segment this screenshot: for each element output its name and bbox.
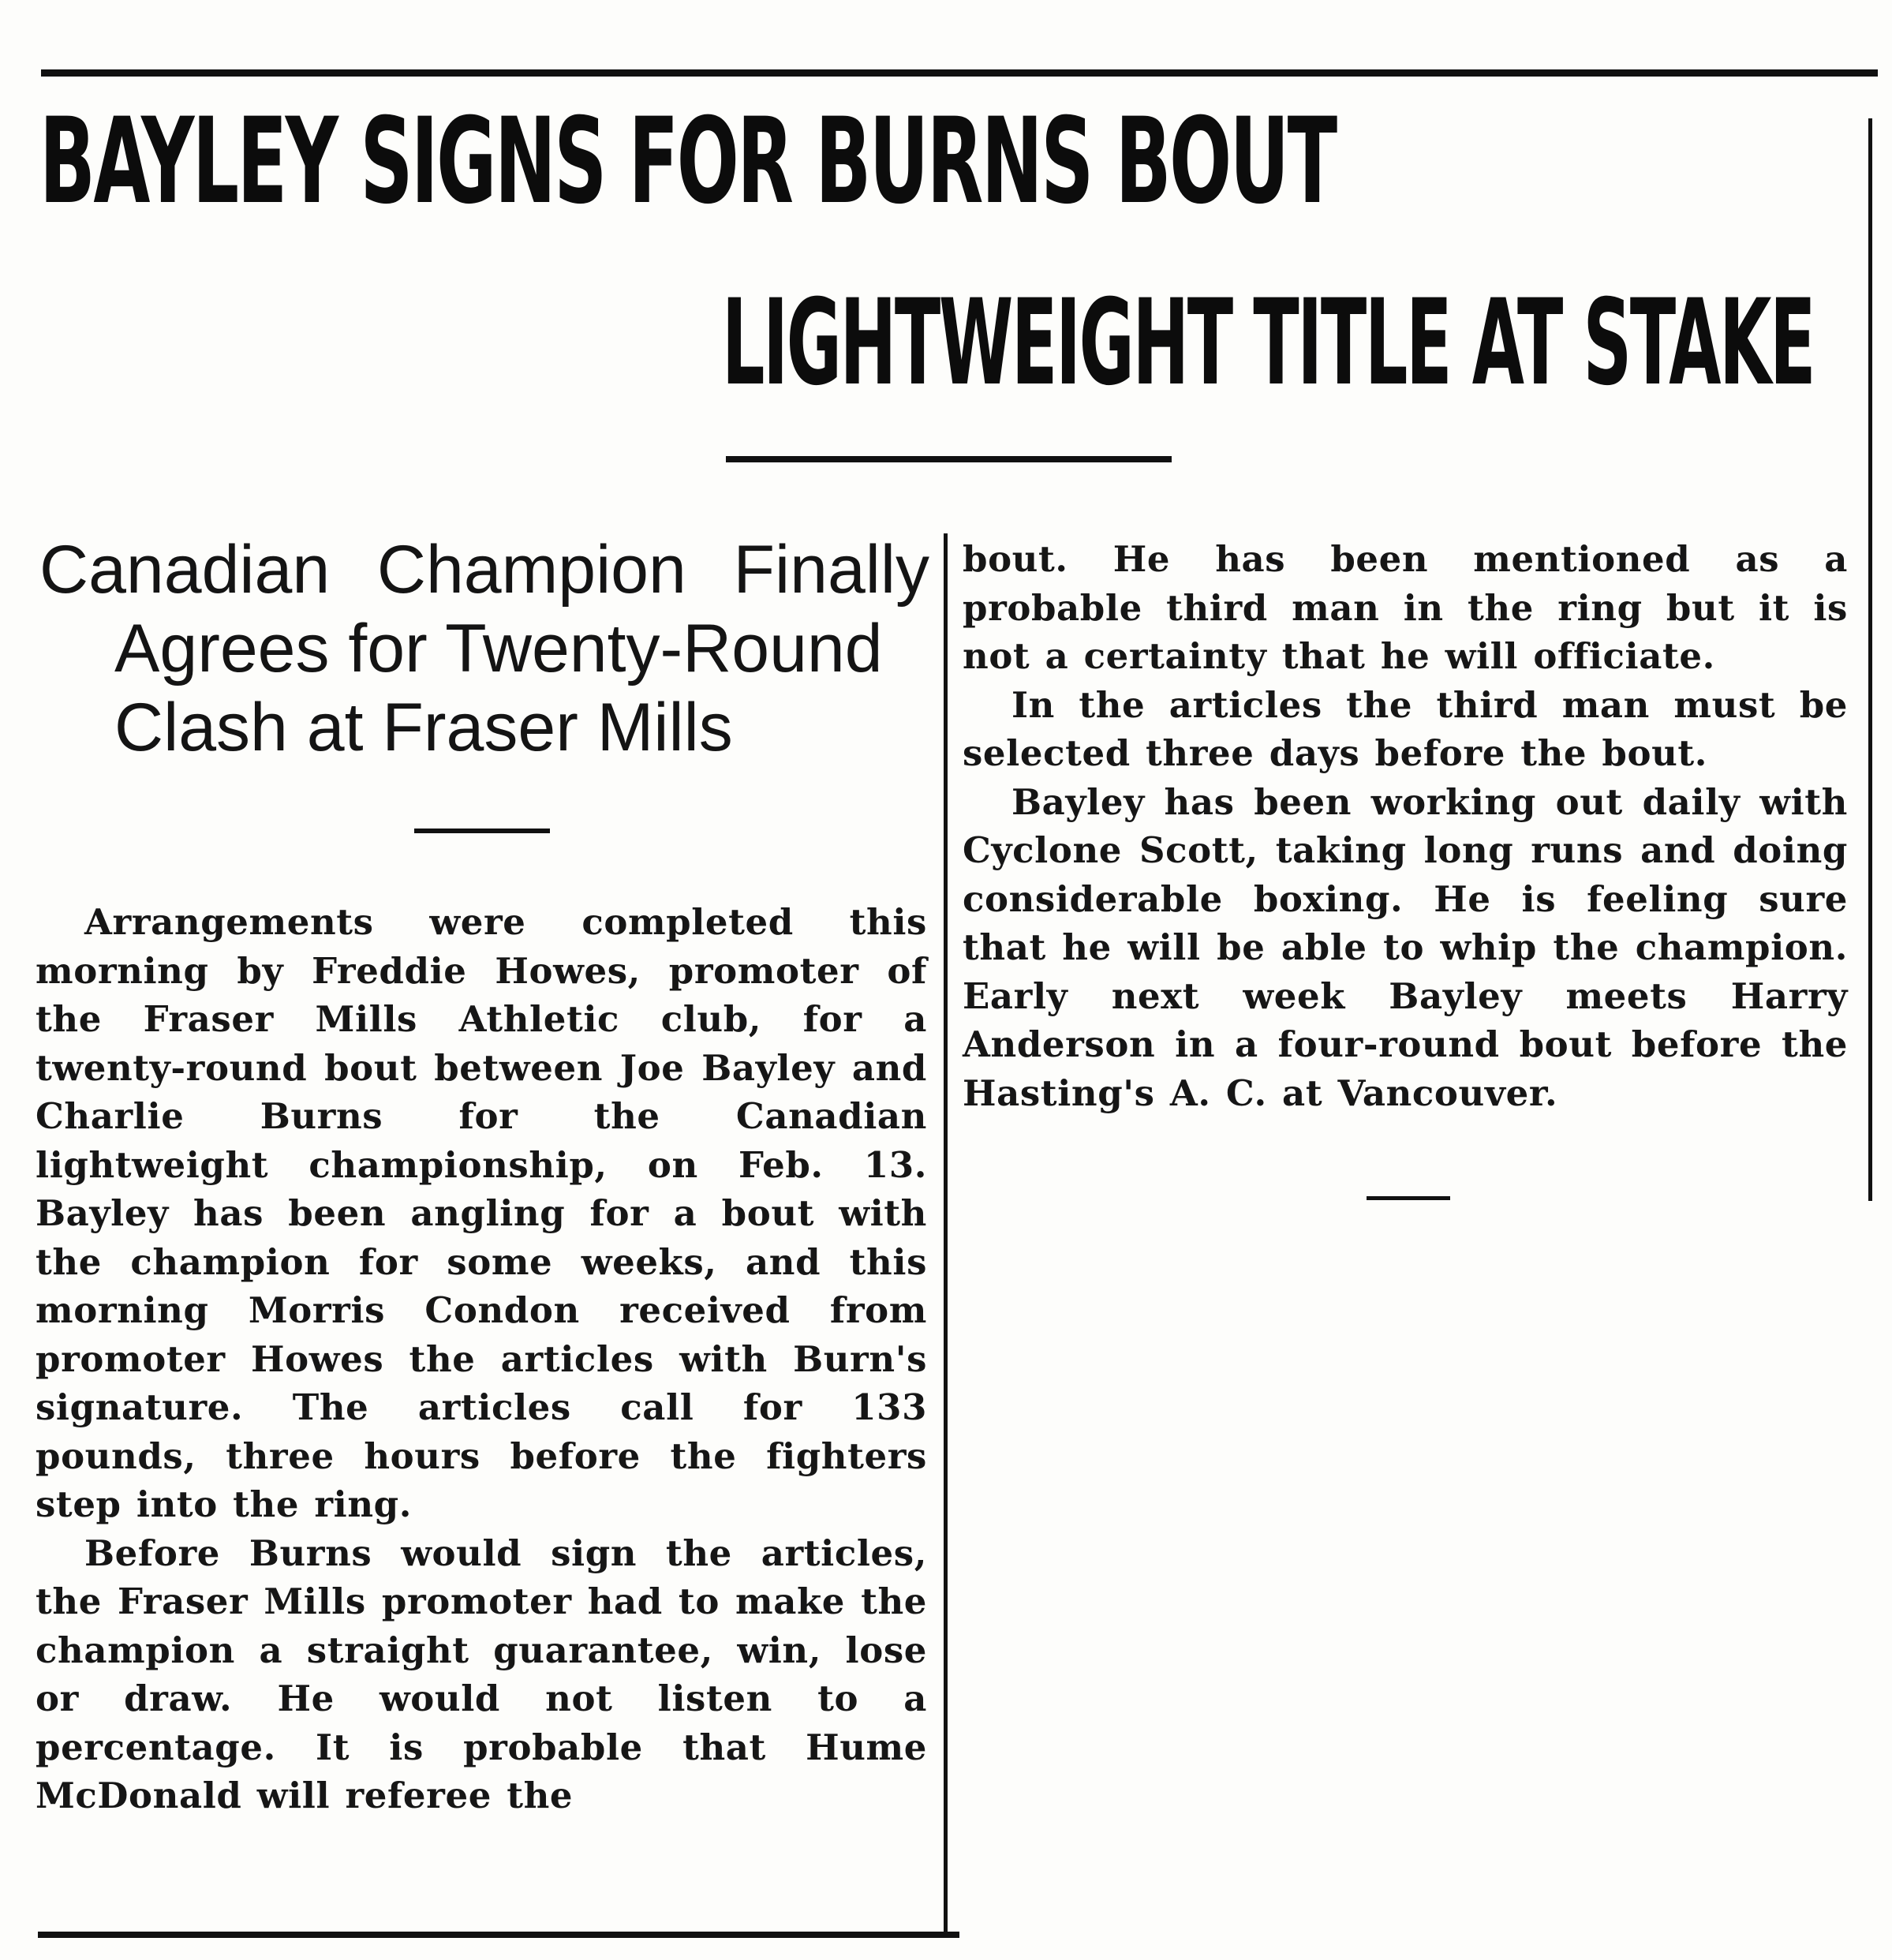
subhead-line-2: Agrees for Twenty-Round <box>114 611 883 686</box>
headline-top: BAYLEY SIGNS FOR BURNS BOUT <box>39 93 1336 230</box>
headline-bottom: LIGHTWEIGHT TITLE AT STAKE <box>722 275 1815 412</box>
article-column-2 <box>963 535 1848 1117</box>
paragraph-referee-continued: bout. He has been mentioned as a probable third man in the ring but it is not a certainty that he will officiate. <box>963 538 1848 677</box>
subhead-line-1: Canadian Champion Finally <box>39 532 929 608</box>
bottom-border-rule <box>38 1932 959 1938</box>
end-mark-rule <box>1367 1196 1450 1200</box>
paragraph-arrangements: Arrangements were completed this morning by Freddie Howes, promoter of the Fraser Mills Athletic club, for a twenty-round bout between Joe Bayley and Charlie Burns for the Canadian lightweight championship, on Feb. 13. Bayley has been angling for a bout with the champion for some weeks, and this morning Morris Condon received from promoter Howes the articles with Burn's signature. The articles call for 133 pounds, three hours before the fighters step into the ring. <box>36 901 927 1525</box>
article-column-1 <box>36 898 927 1820</box>
paragraph-training: Bayley has been working out daily with Cyclone Scott, taking long runs and doing considerable boxing. He is feeling sure that he will be able to whip the champion. Early next week Bayley meets Harry Anderson in a four-round bout before the Hasting's A. C. at Vancouver. <box>963 780 1848 1114</box>
headline-divider <box>726 456 1172 462</box>
paragraph-guarantee: Before Burns would sign the articles, the Fraser Mills promoter had to make the champion a straight guarantee, win, lose or draw. He would not listen to a percentage. It is probable that Hume McDonald will referee the <box>36 1532 927 1816</box>
paragraph-third-man: In the articles the third man must be selected three days before the bout. <box>963 683 1848 774</box>
right-border-rule <box>1868 118 1872 1201</box>
column-divider <box>944 533 948 1936</box>
top-border-rule <box>41 69 1878 77</box>
subheadline <box>39 530 929 767</box>
subhead-divider <box>414 829 550 833</box>
subhead-line-3: Clash at Fraser Mills <box>114 690 733 765</box>
